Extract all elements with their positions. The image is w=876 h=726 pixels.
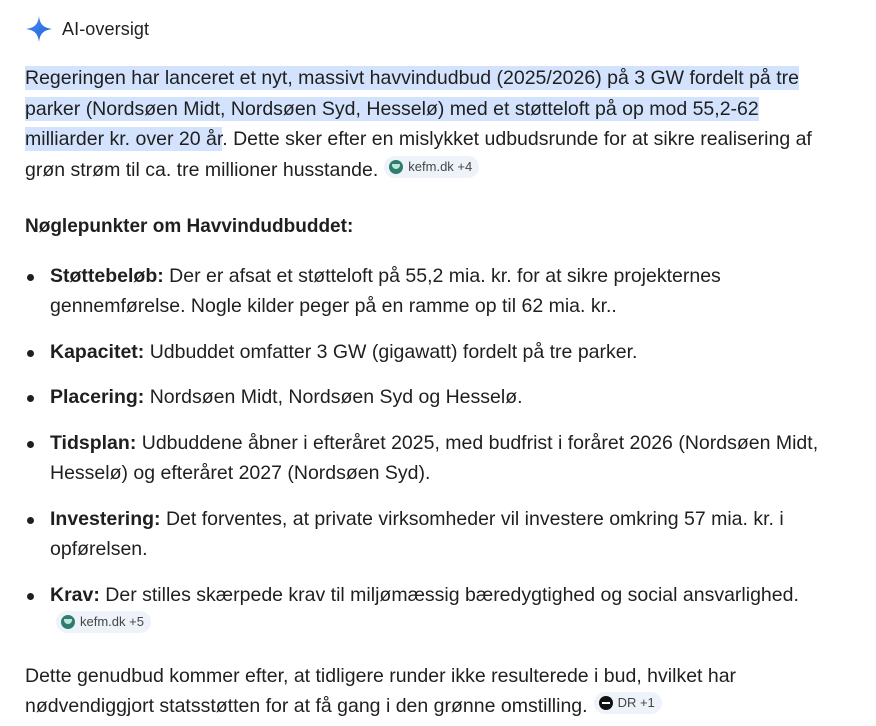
key-points-list [25,261,825,641]
kefm-favicon-icon [389,160,403,174]
section-heading: Nøglepunkter om Havvindudbuddet: [25,216,354,237]
point-text: Udbuddene åbner i efteråret 2025, med budfrist i foråret 2026 (Nordsøen Midt, Hesselø) og efteråret 2027 (Nordsøen Syd). [50,431,819,484]
list-item-placering [25,382,825,413]
sparkle-icon [26,16,52,42]
point-label: Kapacitet: [50,340,145,363]
source-chip-label: DR +1 [617,695,655,710]
point-label: Støttebeløb: [50,264,164,287]
source-chip-label: kefm.dk +4 [408,158,473,174]
source-chip-dr[interactable] [594,692,662,714]
kefm-favicon-icon [61,615,75,629]
list-item-kapacitet [25,337,825,368]
list-item-krav [25,580,825,641]
intro-paragraph [25,63,825,185]
source-chip-label: kefm.dk +5 [80,614,144,629]
outro-text: Dette genudbud kommer efter, at tidligere runder ikke resulterede i bud, hvilket har nødvendiggjort statsstøtten for at få gang i den grønne omstilling. [25,664,737,717]
intro-rest: . Dette sker efter en mislykket udbudsrunde for at sikre realisering af grøn strøm til ca. tre millioner husstande. [25,128,812,181]
point-text: Der er afsat et støtteloft på 55,2 mia. kr. for at sikre projekternes gennemførelse. Nogle kilder peger på en ramme op til 62 mia. kr.. [50,264,721,317]
point-label: Krav: [50,583,100,606]
source-chip-kefm[interactable] [384,156,479,178]
point-label: Tidsplan: [50,431,137,454]
highlighted-summary: Regeringen har lanceret et nyt, massivt havvindudbud (2025/2026) på 3 GW fordelt på tre parker (Nordsøen Midt, Nordsøen Syd, Hesselø) med et støtteloft på op mod 55,2-62 milliarder kr. over 20 år [25,67,799,150]
overview-content [25,63,825,722]
list-item-stottebelob [25,261,825,322]
point-text: Det forventes, at private virksomheder vil investere omkring 57 mia. kr. i opførelsen. [50,507,784,560]
point-label: Placering: [50,386,145,408]
source-chip-kefm-2[interactable] [56,611,151,633]
ai-overview-header [26,16,149,42]
point-label: Investering: [50,507,161,530]
list-item-tidsplan [25,428,825,489]
point-text: Nordsøen Midt, Nordsøen Syd og Hesselø. [144,386,523,408]
dr-favicon-icon [599,696,613,710]
outro-paragraph [25,661,825,722]
ai-overview-title: AI-oversigt [62,18,150,39]
point-text: Udbuddet omfatter 3 GW (gigawatt) fordelt på tre parker. [144,340,638,363]
list-item-investering [25,504,825,565]
point-text: Der stilles skærpede krav til miljømæssig bæredygtighed og social ansvarlighed. [99,583,799,606]
